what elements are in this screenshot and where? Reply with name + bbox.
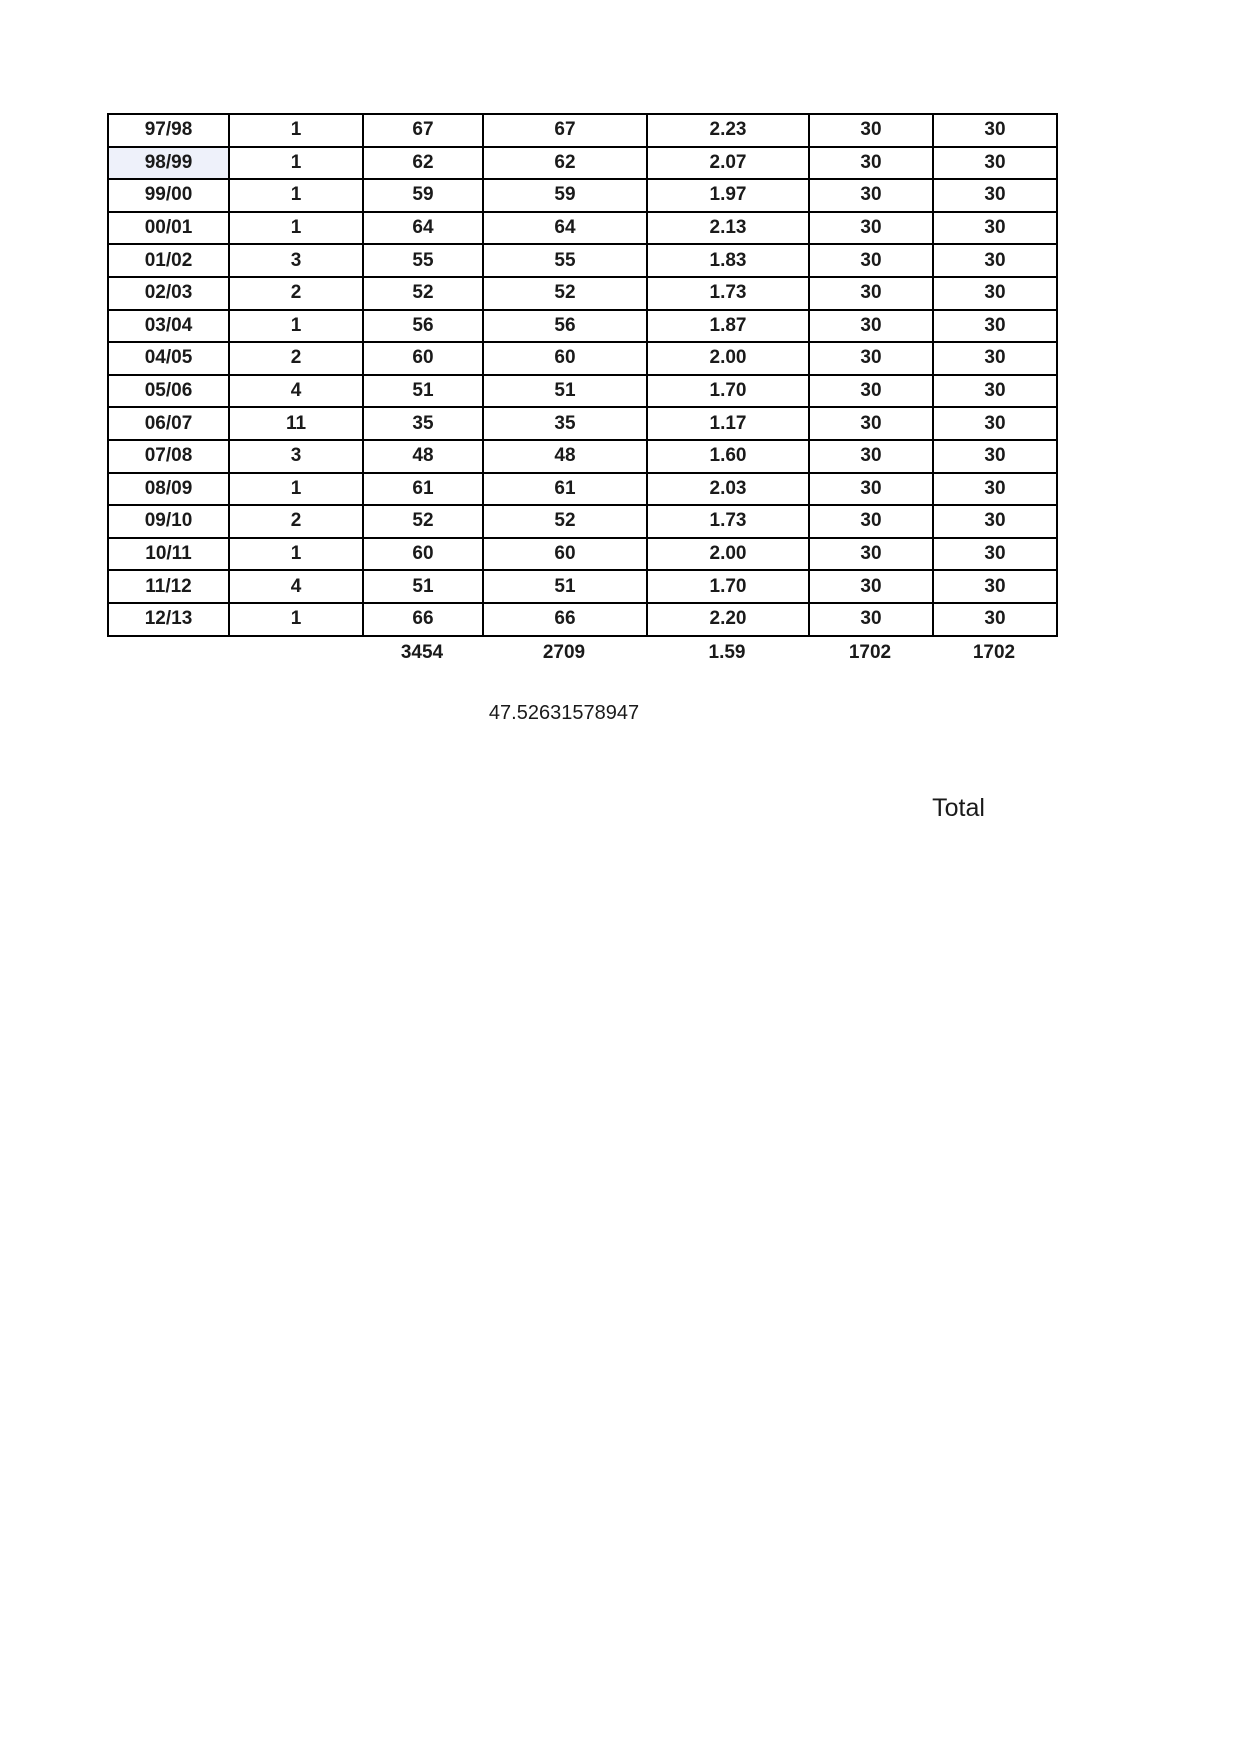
table-row [108, 603, 1057, 636]
season-cell: 07/08 [108, 440, 229, 473]
value-a-cell: 60 [363, 538, 483, 571]
value-b-cell: 56 [483, 310, 647, 343]
rate-cell: 1.87 [647, 310, 809, 343]
value-b-cell: 35 [483, 407, 647, 440]
totals-value-b: 2709 [542, 642, 586, 663]
season-cell: 02/03 [108, 277, 229, 310]
season-cell: 12/13 [108, 603, 229, 636]
const-a-cell: 30 [809, 407, 933, 440]
value-a-cell: 59 [363, 179, 483, 212]
const-a-cell: 30 [809, 342, 933, 375]
const-a-cell: 30 [809, 538, 933, 571]
const-b-cell: 30 [933, 147, 1057, 180]
table-row [108, 570, 1057, 603]
count-cell: 2 [229, 342, 363, 375]
const-b-cell: 30 [933, 407, 1057, 440]
table-row [108, 473, 1057, 506]
season-cell: 97/98 [108, 114, 229, 147]
rate-cell: 1.73 [647, 505, 809, 538]
value-a-cell: 48 [363, 440, 483, 473]
const-b-cell: 30 [933, 570, 1057, 603]
value-a-cell: 55 [363, 244, 483, 277]
const-b-cell: 30 [933, 603, 1057, 636]
season-cell: 05/06 [108, 375, 229, 408]
count-cell: 1 [229, 603, 363, 636]
season-cell: 06/07 [108, 407, 229, 440]
value-b-cell: 51 [483, 375, 647, 408]
value-b-cell: 60 [483, 342, 647, 375]
const-b-cell: 30 [933, 277, 1057, 310]
const-a-cell: 30 [809, 603, 933, 636]
table-row [108, 538, 1057, 571]
totals-rate: 1.59 [708, 642, 746, 663]
value-b-cell: 59 [483, 179, 647, 212]
value-b-cell: 48 [483, 440, 647, 473]
value-a-cell: 52 [363, 277, 483, 310]
const-a-cell: 30 [809, 179, 933, 212]
table-row [108, 179, 1057, 212]
const-b-cell: 30 [933, 212, 1057, 245]
season-cell: 04/05 [108, 342, 229, 375]
const-a-cell: 30 [809, 277, 933, 310]
count-cell: 11 [229, 407, 363, 440]
value-b-cell: 64 [483, 212, 647, 245]
value-a-cell: 67 [363, 114, 483, 147]
const-b-cell: 30 [933, 538, 1057, 571]
rate-cell: 1.83 [647, 244, 809, 277]
season-cell: 00/01 [108, 212, 229, 245]
season-cell: 09/10 [108, 505, 229, 538]
average-value: 47.52631578947 [488, 702, 640, 724]
rate-cell: 1.73 [647, 277, 809, 310]
value-b-cell: 52 [483, 505, 647, 538]
value-b-cell: 61 [483, 473, 647, 506]
const-a-cell: 30 [809, 570, 933, 603]
table-row [108, 244, 1057, 277]
rate-cell: 2.07 [647, 147, 809, 180]
season-table [107, 113, 1058, 637]
value-b-cell: 62 [483, 147, 647, 180]
total-label: Total [932, 794, 985, 822]
season-cell: 98/99 [108, 147, 229, 180]
const-a-cell: 30 [809, 505, 933, 538]
count-cell: 1 [229, 114, 363, 147]
const-a-cell: 30 [809, 147, 933, 180]
count-cell: 1 [229, 147, 363, 180]
totals-count-empty [228, 637, 362, 669]
value-a-cell: 62 [363, 147, 483, 180]
const-a-cell: 30 [809, 212, 933, 245]
rate-cell: 1.60 [647, 440, 809, 473]
rate-cell: 2.23 [647, 114, 809, 147]
count-cell: 3 [229, 244, 363, 277]
value-a-cell: 64 [363, 212, 483, 245]
table-row [108, 342, 1057, 375]
count-cell: 1 [229, 310, 363, 343]
season-cell: 08/09 [108, 473, 229, 506]
const-b-cell: 30 [933, 114, 1057, 147]
table-row [108, 114, 1057, 147]
value-a-cell: 35 [363, 407, 483, 440]
rate-cell: 2.13 [647, 212, 809, 245]
count-cell: 1 [229, 473, 363, 506]
count-cell: 3 [229, 440, 363, 473]
totals-row [107, 637, 1056, 669]
rate-cell: 2.00 [647, 342, 809, 375]
value-b-cell: 55 [483, 244, 647, 277]
table-row [108, 147, 1057, 180]
const-b-cell: 30 [933, 179, 1057, 212]
table-row [108, 277, 1057, 310]
const-b-cell: 30 [933, 473, 1057, 506]
const-b-cell: 30 [933, 440, 1057, 473]
value-a-cell: 56 [363, 310, 483, 343]
value-b-cell: 52 [483, 277, 647, 310]
table-row [108, 407, 1057, 440]
totals-value-a: 3454 [400, 642, 444, 663]
rate-cell: 2.03 [647, 473, 809, 506]
rate-cell: 1.17 [647, 407, 809, 440]
count-cell: 2 [229, 505, 363, 538]
rate-cell: 1.97 [647, 179, 809, 212]
value-a-cell: 51 [363, 570, 483, 603]
value-a-cell: 66 [363, 603, 483, 636]
count-cell: 1 [229, 179, 363, 212]
value-a-cell: 52 [363, 505, 483, 538]
const-b-cell: 30 [933, 244, 1057, 277]
value-b-cell: 66 [483, 603, 647, 636]
count-cell: 2 [229, 277, 363, 310]
season-cell: 10/11 [108, 538, 229, 571]
value-b-cell: 60 [483, 538, 647, 571]
rate-cell: 1.70 [647, 570, 809, 603]
const-a-cell: 30 [809, 244, 933, 277]
value-a-cell: 61 [363, 473, 483, 506]
value-a-cell: 60 [363, 342, 483, 375]
rate-cell: 2.00 [647, 538, 809, 571]
const-a-cell: 30 [809, 114, 933, 147]
const-b-cell: 30 [933, 310, 1057, 343]
season-cell: 03/04 [108, 310, 229, 343]
const-b-cell: 30 [933, 375, 1057, 408]
value-b-cell: 51 [483, 570, 647, 603]
value-b-cell: 67 [483, 114, 647, 147]
value-a-cell: 51 [363, 375, 483, 408]
season-table-body [108, 114, 1057, 636]
table-row [108, 212, 1057, 245]
const-b-cell: 30 [933, 505, 1057, 538]
count-cell: 4 [229, 375, 363, 408]
table-row [108, 310, 1057, 343]
const-b-cell: 30 [933, 342, 1057, 375]
totals-const-b: 1702 [972, 642, 1016, 663]
table-row [108, 440, 1057, 473]
const-a-cell: 30 [809, 440, 933, 473]
count-cell: 1 [229, 538, 363, 571]
season-cell: 01/02 [108, 244, 229, 277]
const-a-cell: 30 [809, 473, 933, 506]
const-a-cell: 30 [809, 375, 933, 408]
rate-cell: 1.70 [647, 375, 809, 408]
count-cell: 4 [229, 570, 363, 603]
rate-cell: 2.20 [647, 603, 809, 636]
table-row [108, 375, 1057, 408]
count-cell: 1 [229, 212, 363, 245]
const-a-cell: 30 [809, 310, 933, 343]
totals-const-a: 1702 [848, 642, 892, 663]
totals-season-empty [107, 637, 228, 669]
season-cell: 11/12 [108, 570, 229, 603]
table-row [108, 505, 1057, 538]
season-cell: 99/00 [108, 179, 229, 212]
